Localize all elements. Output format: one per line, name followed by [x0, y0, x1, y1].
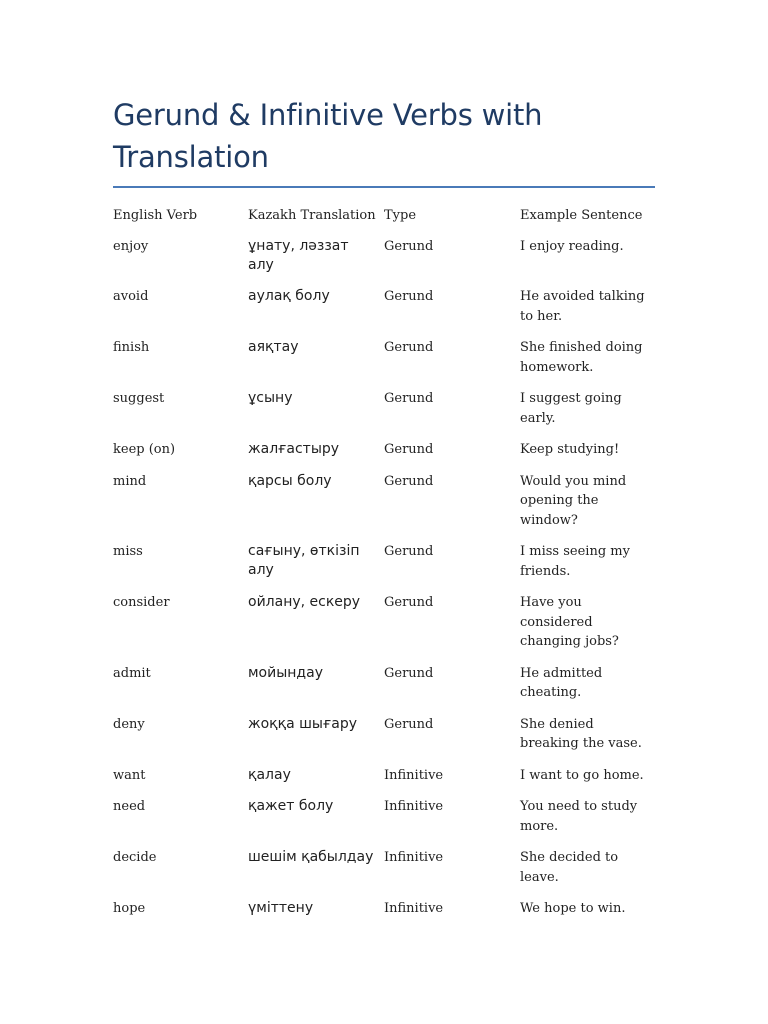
cell-example: We hope to win. — [520, 901, 626, 916]
cell-english: enjoy — [113, 239, 149, 254]
verb-table — [113, 206, 655, 931]
table-row — [113, 848, 655, 899]
table-row — [113, 593, 655, 664]
cell-english: suggest — [113, 391, 165, 406]
cell-type: Gerund — [384, 595, 434, 610]
header-kazakh-translation: Kazakh Translation — [248, 208, 376, 223]
table-row — [113, 664, 655, 715]
cell-kazakh: ойлану, ескеру — [248, 594, 361, 610]
cell-type: Infinitive — [384, 799, 444, 814]
cell-kazakh: жоққа шығару — [248, 715, 357, 732]
cell-example: She decided to leave. — [520, 850, 619, 885]
cell-example: She denied breaking the vase. — [520, 716, 642, 751]
cell-english: deny — [113, 716, 145, 732]
cell-english: admit — [113, 665, 151, 681]
cell-type: Infinitive — [384, 850, 444, 865]
header-type: Type — [384, 208, 417, 223]
cell-example: He admitted cheating. — [520, 665, 603, 700]
cell-example: You need to study more. — [520, 799, 638, 834]
cell-kazakh: қарсы болу — [248, 472, 332, 489]
cell-type: Infinitive — [384, 767, 444, 783]
table-row — [113, 899, 655, 931]
cell-english: want — [113, 767, 146, 783]
cell-example: Would you mind opening the window? — [520, 473, 627, 528]
cell-kazakh: үміттену — [248, 900, 314, 916]
cell-type: Gerund — [384, 665, 434, 681]
table-row — [113, 797, 655, 848]
cell-english: hope — [113, 901, 146, 916]
cell-english: mind — [113, 473, 147, 489]
header-example-sentence: Example Sentence — [520, 208, 643, 223]
table-row — [113, 542, 655, 593]
cell-type: Gerund — [384, 289, 434, 304]
cell-kazakh: мойындау — [248, 664, 323, 681]
cell-example: I enjoy reading. — [520, 239, 624, 254]
cell-example: He avoided talking to her. — [520, 289, 645, 324]
cell-kazakh: аяқтау — [248, 339, 299, 355]
cell-english: finish — [113, 340, 150, 355]
table-row — [113, 440, 655, 472]
cell-english: consider — [113, 595, 170, 610]
header-english-verb: English Verb — [113, 208, 198, 223]
cell-kazakh: шешім қабылдау — [248, 849, 374, 865]
cell-example: Keep studying! — [520, 442, 620, 457]
table-row — [113, 287, 655, 338]
table-row — [113, 389, 655, 440]
cell-type: Gerund — [384, 340, 434, 355]
cell-kazakh: ұнату, ләззат алу — [248, 238, 349, 273]
cell-kazakh: қалау — [248, 766, 291, 783]
cell-kazakh: қажет болу — [248, 798, 334, 814]
cell-type: Gerund — [384, 473, 434, 489]
cell-type: Gerund — [384, 442, 434, 457]
table-row — [113, 338, 655, 389]
cell-english: decide — [113, 850, 157, 865]
cell-type: Gerund — [384, 239, 434, 254]
cell-kazakh: сағыну, өткізіп алу — [248, 543, 360, 578]
table-row — [113, 472, 655, 543]
cell-english: avoid — [113, 289, 149, 304]
cell-example: I want to go home. — [520, 767, 644, 783]
cell-english: miss — [113, 544, 143, 559]
title-divider — [113, 186, 655, 188]
cell-english: keep (on) — [113, 442, 176, 457]
cell-type: Gerund — [384, 544, 434, 559]
document-page — [113, 94, 655, 931]
cell-example: I miss seeing my friends. — [520, 544, 630, 579]
table-row — [113, 237, 655, 287]
cell-kazakh: ұсыну — [248, 390, 293, 406]
page-title: Gerund & Infinitive Verbs with Translation — [113, 98, 543, 174]
cell-example: She finished doing homework. — [520, 340, 643, 375]
table-header-row — [113, 206, 655, 237]
cell-example: I suggest going early. — [520, 391, 622, 426]
cell-type: Gerund — [384, 391, 434, 406]
table-row — [113, 766, 655, 798]
cell-type: Gerund — [384, 716, 434, 732]
table-row — [113, 715, 655, 766]
cell-type: Infinitive — [384, 901, 444, 916]
cell-kazakh: аулақ болу — [248, 288, 330, 304]
cell-english: need — [113, 799, 146, 814]
cell-kazakh: жалғастыру — [248, 441, 340, 457]
cell-example: Have you considered changing jobs? — [520, 595, 619, 649]
